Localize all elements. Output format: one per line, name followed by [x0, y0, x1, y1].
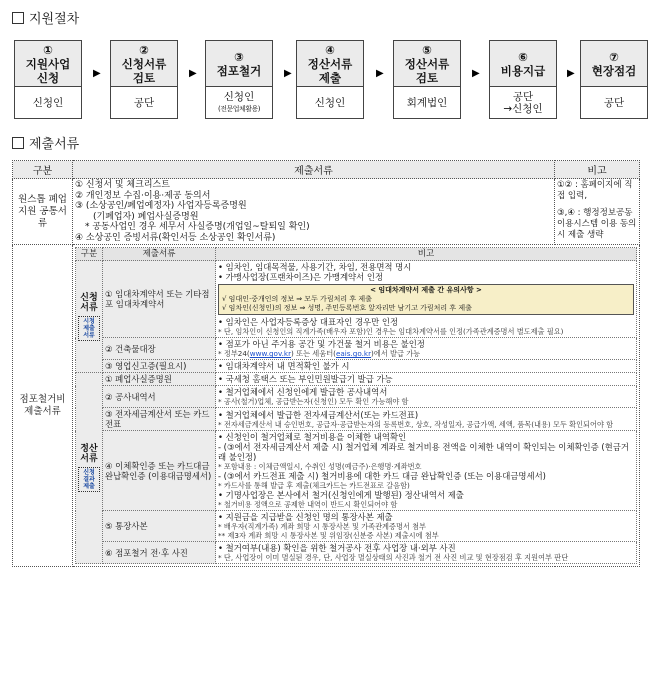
- arrow-right-icon: ▶: [376, 68, 384, 79]
- procedure-step: [489, 40, 557, 119]
- remark-note: * 단, 임차인이 신청인의 직계가족(배우자 포함)인 경우는 임대차계약서를 인정(가족관계증명서 별도제출 필요): [218, 327, 564, 336]
- remark-line: • 철거업체에서 발급한 전자세금계산서(또는 카드전표): [218, 409, 419, 420]
- apply-group-label: 신청 서류: [80, 292, 98, 313]
- remark-note: * 단, 사업장이 이미 멸실된 경우, 단, 사업장 멸실상태의 사진과 철거 전 사진 비교 및 현장점검 후 지원여부 판단: [218, 553, 569, 562]
- demolition-docs-cell: [73, 245, 640, 567]
- header-documents: 제출서류: [73, 161, 555, 179]
- remark-line: - (③에서 카드전표 제출 시) 철거비용에 대한 카드 대금 완납확인증 (또는 이용대금명세서): [218, 471, 546, 481]
- arrow-right-icon: ▶: [93, 68, 101, 79]
- remark-note: * 포함내용 : 이체금액일시, 수취인 성명(예금주)‧은행명‧계좌번호: [218, 462, 422, 471]
- settle-remarks-tax-invoice: [216, 408, 637, 431]
- inner-header-category: 구분: [76, 248, 103, 261]
- common-doc-item: (기폐업자) 폐업사실증명원: [93, 211, 199, 222]
- header-category: 구분: [13, 161, 73, 179]
- remark-line: • 점포가 아닌 주거용 공간 및 가건물 철거 비용은 불인정: [218, 339, 425, 349]
- settle-doc-work-statement: ② 공사내역서: [103, 386, 216, 408]
- checkbox-square-icon: [12, 137, 24, 149]
- remark-note: * 카드사를 통해 발급 후 제출(체크카드는 카드전표로 갈음함): [218, 481, 410, 490]
- settle-remarks-transfer-proof: [216, 431, 637, 511]
- remark-note: * 배우자(직계가족) 계좌 희망 시 통장사본 및 가족관계증명서 첨부: [218, 522, 427, 531]
- apply-doc-business-report: ③ 영업신고증(필요시): [103, 360, 216, 373]
- step-title1: 지원사업: [25, 56, 71, 71]
- procedure-step: [296, 40, 364, 119]
- common-docs-category: 원스톱 폐업지원 공통서류: [13, 179, 73, 245]
- step-title: [111, 41, 177, 87]
- step-title1: 현장점검: [591, 63, 637, 78]
- step-actor-label: 공단: [512, 90, 534, 103]
- caution-line: √ 임차인(신청인)의 정보 ⇒ 성명, 주민등록번호 앞자리만 남기고 가림처리 후 제출: [222, 304, 472, 312]
- step-title1: 비용지급: [500, 63, 546, 78]
- apply-remarks-building-register: [216, 338, 637, 360]
- step-actor-label: 신청인: [314, 96, 346, 109]
- procedure-title-text: 지원절차: [29, 12, 80, 27]
- settle-remarks-closure-cert: • 국세청 홈택스 또는 부인민원발급기 발급 가능: [216, 373, 637, 386]
- arrow-right-icon: ▶: [189, 68, 197, 79]
- arrow-right-icon: ▶: [472, 68, 480, 79]
- settle-doc-transfer-proof: ④ 이체확인증 또는 카드대금 완납확인증 (이용대금명세서): [103, 431, 216, 511]
- common-doc-item: ③ (소상공인/폐업예정자) 사업자등록증명원: [75, 201, 247, 211]
- demolition-docs-table: [75, 247, 637, 564]
- procedure-step: [110, 40, 178, 119]
- step-actor-label: 공단: [133, 96, 155, 109]
- step-num: ④: [325, 42, 335, 57]
- settle-remarks-work-statement: [216, 386, 637, 408]
- gov-link[interactable]: www.gov.kr: [249, 349, 292, 358]
- step-title1: 신청서류: [121, 56, 167, 71]
- step-actor: [206, 87, 272, 118]
- step-actor: [490, 87, 556, 118]
- step-title2: 검토: [415, 70, 439, 85]
- apply-tag: 시청 제출 서류: [78, 316, 100, 341]
- common-doc-item: ④ 소상공인 증빙서류(확인서등 소상공인 확인서류): [75, 232, 276, 243]
- remark-line: ①② : 홈페이지에 직접 입력,: [557, 180, 633, 201]
- remark-line: • 기명사업장은 본사에서 철거(신청인에게 발행된) 정산내역서 제출: [218, 490, 464, 500]
- remark-line: • 임차인, 임대목적물, 사용기간, 차임, 전용면적 명시: [218, 262, 412, 272]
- step-num: ②: [139, 42, 149, 57]
- step-title2: 신청: [36, 70, 60, 85]
- common-doc-item: ① 신청서 및 체크리스트: [75, 180, 170, 190]
- apply-remarks-business-report: • 임대차계약서 내 면적확인 불가 시: [216, 360, 637, 373]
- caution-box-title: < 임대차계약서 제출 간 유의사항 >: [370, 286, 482, 294]
- step-title1: 정산서류: [404, 56, 450, 71]
- procedure-step: [14, 40, 82, 119]
- documents-section-title: [12, 133, 79, 152]
- remark-note: ** 제3자 계좌 희망 시 통장사본 및 위임장(신분증 사본) 제출시에 첨부: [218, 531, 439, 540]
- procedure-step: [393, 40, 461, 119]
- remark-line: • 철거여부(내용) 확인을 위한 철거공사 전후 사업장 내‧외부 사진: [218, 543, 456, 553]
- common-doc-item: ② 개인정보 수집‧이용‧제공 동의서: [75, 190, 211, 201]
- apply-docs-group: [76, 261, 103, 373]
- remark-line: - (③에서 전자세금계산서 제출 시) 철거업체 계좌로 철거비용 전액을 이체한 내역이 확인되는 이체확인증 (현금거래 불인정): [218, 442, 629, 462]
- header-remarks: 비고: [555, 161, 640, 179]
- step-title1: 점포철거: [216, 63, 262, 78]
- step-num: ①: [43, 42, 53, 57]
- common-docs-list: [73, 179, 555, 245]
- step-title: [394, 41, 460, 87]
- step-actor-label: 회계법인: [406, 96, 448, 109]
- step-title1: 정산서류: [307, 56, 353, 71]
- caution-line: √ 임대인‧중개인의 정보 ⇒ 모두 가림처리 후 제출: [222, 295, 372, 303]
- procedure-section-title: [12, 8, 79, 27]
- arrow-right-icon: ▶: [567, 68, 575, 79]
- procedure-step: [580, 40, 648, 119]
- step-num: ③: [234, 49, 244, 64]
- step-actor-sub: →신청인: [503, 102, 543, 115]
- common-doc-item: * 공동사업인 경우 세무서 사실증명(개업일~탈퇴일 확인): [85, 222, 310, 232]
- step-actor-label: 신청인: [32, 96, 64, 109]
- settle-doc-photos: ⑥ 점포철거 전‧후 사진: [103, 542, 216, 564]
- apply-doc-lease: ① 임대차계약서 또는 기타점포 임대차계약서: [103, 261, 216, 338]
- settle-remarks-photos: [216, 542, 637, 564]
- settle-group-label: 정산 서류: [80, 444, 98, 464]
- step-title: [297, 41, 363, 87]
- procedure-step: [205, 40, 273, 119]
- inner-header-documents: 제출서류: [103, 248, 216, 261]
- step-actor: [15, 87, 81, 118]
- remark-line: ③,④ : 행정정보공동이용시스템 이용 동의시 제출 생략: [557, 208, 637, 240]
- step-num: ⑥: [518, 49, 528, 64]
- step-actor: [297, 87, 363, 118]
- remark-note: * 정부24(www.gov.kr) 또는 세움터(eais.go.kr)에서 발급 가능: [218, 349, 421, 358]
- documents-title-text: 제출서류: [29, 137, 80, 152]
- documents-table: [12, 160, 640, 567]
- step-actor: [581, 87, 647, 118]
- step-actor-label: 신청인: [223, 90, 255, 103]
- step-actor-sub: (전문업체활용): [217, 104, 261, 113]
- step-title: [206, 41, 272, 87]
- step-title: [490, 41, 556, 87]
- step-num: ⑦: [609, 49, 619, 64]
- settle-doc-closure-cert: ① 폐업사실증명원: [103, 373, 216, 386]
- settle-doc-bankbook: ⑤ 통장사본: [103, 511, 216, 542]
- settle-remarks-bankbook: [216, 511, 637, 542]
- step-actor: [394, 87, 460, 118]
- remark-note: * 철거비용 정액으로 공제한 내역이 반드시 확인되어야 함: [218, 500, 398, 509]
- remark-note: * 전자세금계산서 내 승인번호, 공급자‧공급받는자의 등록번호, 상호, 작성일자, 공급가액, 세액, 품목(내용) 모두 확인되어야 함: [218, 419, 614, 429]
- remark-line: • 철거업체에서 신청인에게 발급한 공사내역서: [218, 387, 388, 397]
- step-title: [15, 41, 81, 87]
- remark-line: • 임차인은 사업자등록증상 대표자인 경우만 인정: [218, 317, 399, 327]
- remark-line: • 지원금을 지급받을 신청인 명의 통장사본 제출: [218, 512, 393, 522]
- remark-line: • 가맹사업장(프랜차이즈)은 가맹계약서 인정: [218, 272, 384, 282]
- common-docs-remarks: [555, 179, 640, 245]
- eais-link[interactable]: eais.go.kr: [335, 349, 372, 358]
- step-actor-label: 공단: [603, 96, 625, 109]
- settle-tag: 신청 결과 제출: [78, 467, 100, 492]
- settle-doc-tax-invoice: ③ 전자세금계산서 또는 카드전표: [103, 408, 216, 431]
- apply-doc-building-register: ② 건축물대장: [103, 338, 216, 360]
- inner-header-remarks: 비고: [216, 248, 637, 261]
- remark-line: • 신청인이 철거업체로 철거비용을 이체한 내역확인: [218, 432, 407, 442]
- step-title: [581, 41, 647, 87]
- apply-remarks-lease: [216, 261, 637, 338]
- step-actor: [111, 87, 177, 118]
- step-num: ⑤: [422, 42, 432, 57]
- arrow-right-icon: ▶: [284, 68, 292, 79]
- step-title2: 검토: [132, 70, 156, 85]
- settle-docs-group: [76, 373, 103, 564]
- remark-note: * 공사(철거)업체, 공급받는자(신청인) 모두 확인 가능해야 함: [218, 397, 409, 406]
- lease-caution-box: [218, 284, 634, 315]
- checkbox-square-icon: [12, 12, 24, 24]
- demolition-docs-category: 점포철거비 제출서류: [13, 245, 73, 567]
- step-title2: 제출: [318, 70, 342, 85]
